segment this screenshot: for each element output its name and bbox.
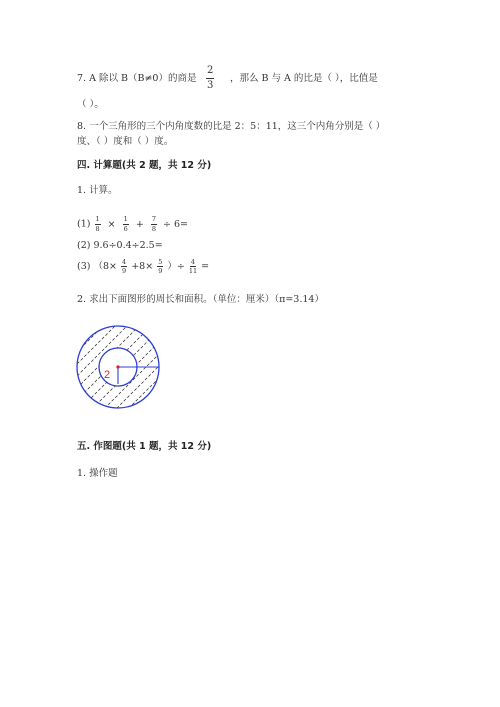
section4-heading: 四. 计算题(共 2 题，共 12 分): [77, 160, 212, 171]
q8-line2: 度、（ ）度和（ ）度。: [77, 136, 174, 147]
calc-item-3-mid: +8×: [131, 261, 154, 272]
calc-item-2: (2) 9.6÷0.4÷2.5=: [77, 240, 163, 251]
fraction-numerator: 1: [123, 215, 128, 223]
fraction-numerator: 7: [151, 215, 156, 223]
calc-q2-title: 2. 求出下面图形的周长和面积。（单位：厘米）（π=3.14）: [77, 294, 324, 305]
radius-label: 2: [104, 369, 111, 381]
fraction-numerator: 4: [190, 257, 196, 266]
q7-fraction-denominator: 3: [207, 80, 214, 91]
calc-item-1-fraction-3: [151, 216, 157, 232]
q7-line1-b: ，那么 B 与 A 的比是（ ），比值是: [230, 73, 378, 84]
fraction-denominator: 8: [151, 224, 156, 233]
annulus-figure: [73, 322, 163, 412]
draw-q1-title: 1. 操作题: [77, 468, 118, 479]
q7-fraction: [206, 66, 214, 91]
q8-line1: 8. 一个三角形的三个内角度数的比是 2：5：11，这三个内角分别是（ ）: [77, 121, 386, 132]
q7-line1-a: 7. A 除以 B（B≠0）的商是: [77, 73, 197, 84]
q7-line2: （ ）。: [77, 99, 104, 110]
calc-item-1-prefix: (1): [77, 218, 91, 230]
calc-item-3-prefix: (3) （8×: [77, 261, 117, 272]
calc-item-1-tail: ÷ 6=: [163, 218, 188, 230]
q7-fraction-numerator: 2: [206, 66, 214, 79]
fraction-denominator: 8: [95, 224, 100, 233]
calc-item-1: [77, 216, 188, 232]
calc-item-1-fraction-2: [123, 216, 129, 232]
calc-item-3-mid2: ）÷: [167, 261, 185, 272]
calc-q1-title: 1. 计算。: [77, 185, 118, 196]
fraction-numerator: 4: [122, 257, 127, 266]
calc-item-3-fraction-3: [189, 259, 197, 275]
calc-item-3: [77, 258, 209, 275]
calc-item-3-fraction-2: [157, 259, 163, 275]
fraction-denominator: 6: [123, 224, 128, 233]
fraction-denominator: 11: [188, 267, 198, 275]
calc-item-1-op1: ×: [107, 218, 116, 230]
calc-item-1-fraction-1: [95, 216, 101, 232]
fraction-denominator: 9: [158, 267, 163, 275]
fraction-denominator: 9: [122, 267, 127, 275]
center-dot: [116, 365, 119, 368]
fraction-numerator: 1: [95, 215, 100, 223]
section5-heading: 五. 作图题(共 1 题，共 12 分): [77, 441, 212, 452]
calc-item-3-tail: =: [201, 261, 210, 272]
calc-item-3-fraction-1: [121, 259, 127, 275]
calc-item-1-op2: +: [135, 218, 144, 230]
fraction-numerator: 5: [158, 257, 163, 266]
